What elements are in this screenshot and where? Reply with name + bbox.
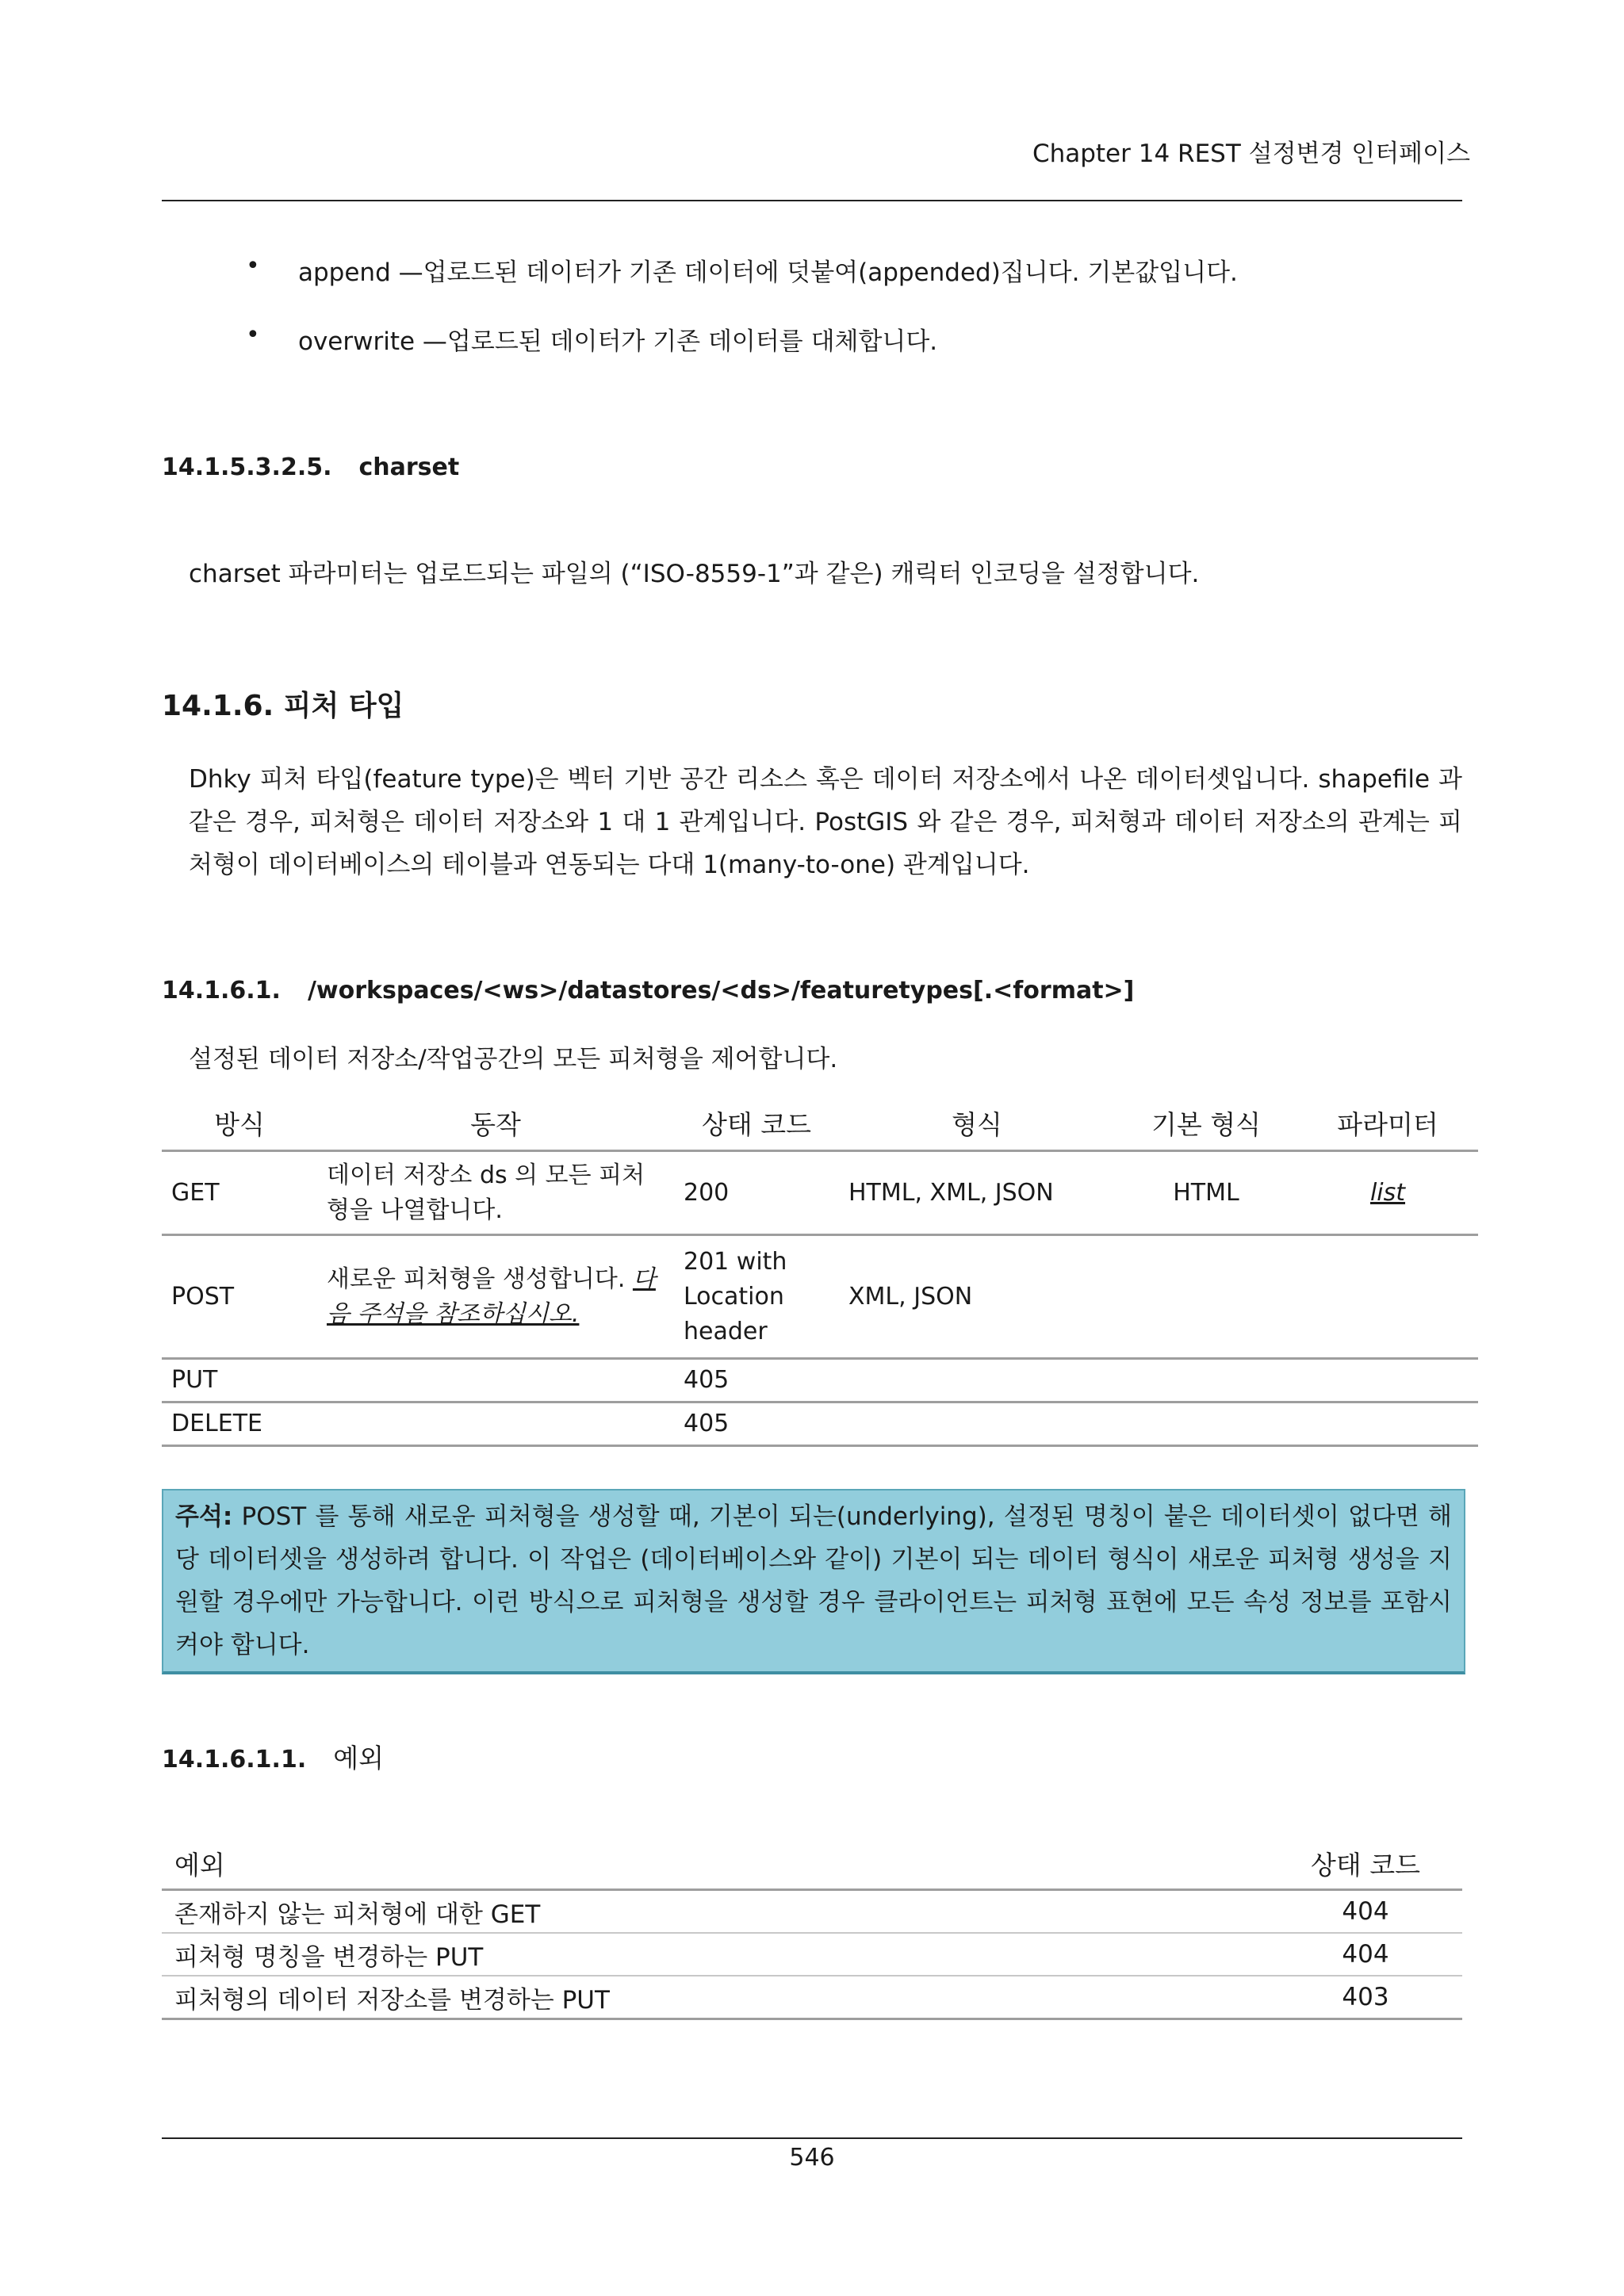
exception-status: 404 [1269,1890,1462,1934]
row-action [317,1402,674,1446]
table-row [162,1402,1478,1446]
row-default-format: HTML [1115,1151,1297,1235]
charset-paragraph: charset 파라미터는 업로드되는 파일의 (“ISO-8559-1”과 같은) 캐릭터 인코딩을 설정합니다. [189,560,1200,588]
row-status: 405 [674,1359,839,1402]
row-default-format [1115,1235,1297,1359]
page-number: 546 [789,2144,835,2172]
action-text: 새로운 피처형을 생성합니다. [327,1265,626,1293]
section-number: 14.1.6.1.1. [162,1746,307,1774]
column-header-exception: 예외 [162,1831,1269,1890]
note-text: POST 를 통해 새로운 피처형을 생성할 때, 기본이 되는(underlying), 설정된 명칭이 붙은 데이터셋이 없다면 해당 데이터셋을 생성하려 합니다. 이 작업은 (데이터베이스와 같이) 기본이 되는 데이터 형식이 새로운 피처형 생성을 지원할 경우에만 가능합니다. 이런 방식으로 피처형을 생성할 경우 클라이언트는 피처형 표현에 모든 속성 정보를 포함시켜야 합니다. [175,1502,1452,1659]
column-header-method: 방식 [162,1096,317,1151]
operations-table [162,1096,1478,1447]
section-heading-endpoint [162,977,1134,1004]
row-formats [839,1359,1115,1402]
bullet-marker: • [246,252,260,280]
bullet-marker: • [246,321,260,349]
exception-status: 403 [1269,1976,1462,2019]
column-header-action: 동작 [317,1096,674,1151]
exception-name: 존재하지 않는 피처형에 대한 GET [162,1890,1269,1934]
column-header-parameters: 파라미터 [1297,1096,1478,1151]
row-formats: XML, JSON [839,1235,1115,1359]
feature-type-text: Dhky 피처 타입(feature type)은 벡터 기반 공간 리소스 혹은 데이터 저장소에서 나온 데이터셋입니다. shapefile 과 같은 경우, 피처형은 데이터 저장소와 1 대 1 관계입니다. PostGIS 와 같은 경우, 피처형과 데이터 저장소의 관계는 피처형이 데이터베이스의 테이블과 연동되는 다대 1(many-to-one) 관계입니다. [189,765,1462,879]
endpoint-intro: 설정된 데이터 저장소/작업공간의 모든 피처형을 제어합니다. [189,1045,838,1073]
row-action [317,1235,674,1359]
list-link[interactable]: list [1369,1178,1406,1207]
footer-divider [162,2137,1462,2139]
column-header-status: 상태 코드 [674,1096,839,1151]
table-header-row [162,1096,1478,1151]
row-parameters [1297,1151,1478,1235]
table-row [162,1890,1462,1934]
see-note-link[interactable]: 다음 주석을 참조하십시오. [327,1265,656,1328]
row-status: 405 [674,1402,839,1446]
section-title: charset [358,453,460,481]
table-header-row [162,1831,1462,1890]
section-title: 예외 [333,1743,384,1774]
row-default-format [1115,1359,1297,1402]
row-method: PUT [162,1359,317,1402]
endpoint-path: /workspaces/<ws>/datastores/<ds>/featuretypes[.<format>] [307,977,1135,1004]
row-method: DELETE [162,1402,317,1446]
note-box [162,1489,1465,1674]
row-status: 200 [674,1151,839,1235]
table-row [162,1235,1478,1359]
section-number: 14.1.6.1. [162,977,281,1004]
table-row [162,1359,1478,1402]
table-row [162,1151,1478,1235]
exception-name: 피처형 명칭을 변경하는 PUT [162,1933,1269,1976]
row-default-format [1115,1402,1297,1446]
table-row [162,1976,1462,2019]
row-method: GET [162,1151,317,1235]
note-label: 주석: [175,1502,233,1531]
row-parameters [1297,1235,1478,1359]
row-action: 데이터 저장소 ds 의 모든 피처형을 나열합니다. [317,1151,674,1235]
column-header-formats: 형식 [839,1096,1115,1151]
column-header-default-format: 기본 형식 [1115,1096,1297,1151]
section-heading-exceptions [162,1738,384,1775]
chapter-header: Chapter 14 REST 설정변경 인터페이스 [1032,140,1470,168]
section-number: 14.1.5.3.2.5. [162,453,332,481]
row-parameters [1297,1402,1478,1446]
table-row [162,1933,1462,1976]
row-method: POST [162,1235,317,1359]
bullet-append: append —업로드된 데이터가 기존 데이터에 덧붙여(appended)집니다. 기본값입니다. [298,258,1238,287]
exceptions-table [162,1831,1462,2020]
row-formats [839,1402,1115,1446]
row-action [317,1359,674,1402]
feature-type-paragraph [162,758,1462,886]
row-formats: HTML, XML, JSON [839,1151,1115,1235]
row-status: 201 with Location header [674,1235,839,1359]
bullet-overwrite: overwrite —업로드된 데이터가 기존 데이터를 대체합니다. [298,327,938,356]
section-heading-charset [162,453,459,481]
exception-status: 404 [1269,1933,1462,1976]
section-heading-feature-type: 14.1.6. 피처 타입 [162,690,404,722]
row-parameters [1297,1359,1478,1402]
exception-name: 피처형의 데이터 저장소를 변경하는 PUT [162,1976,1269,2019]
header-divider [162,200,1462,201]
column-header-status: 상태 코드 [1269,1831,1462,1890]
